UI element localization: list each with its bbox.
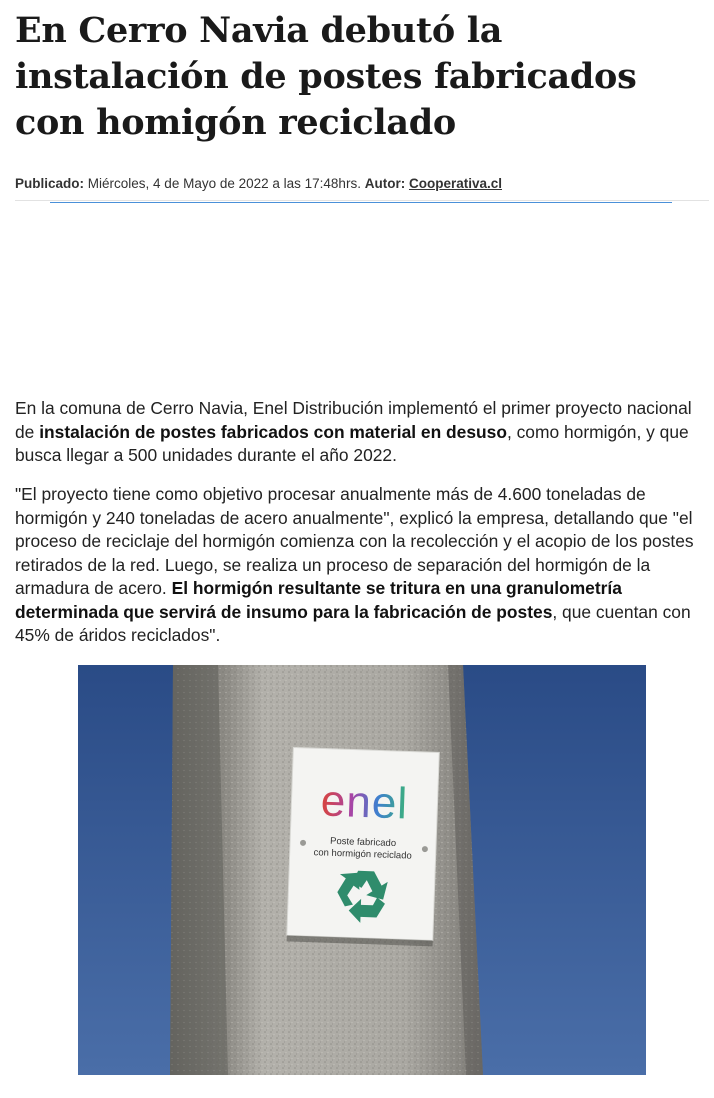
sign-brand: enel [320, 776, 409, 829]
published-date: Miércoles, 4 de Mayo de 2022 a las 17:48hrs. [87, 176, 361, 191]
enel-sign [287, 747, 440, 946]
paragraph-1-bold: instalación de postes fabricados con material en desuso [39, 421, 507, 442]
article-title: En Cerro Navia debutó la instalación de postes fabricados con homigón reciclado [15, 10, 637, 143]
article-paragraph-2 [15, 483, 710, 648]
paragraph-1-text-b: , como hormigón, y que busca llegar a 500 unidades durante el año 2022. [15, 421, 689, 465]
paragraph-1-text-a: En la comuna de Cerro Navia, Enel Distribución implementó el primer proyecto nacional de [15, 398, 692, 442]
byline-divider [15, 200, 709, 201]
published-label: Publicado: [15, 176, 85, 191]
paragraph-2-bold: El hormigón resultante se tritura en una granulometría determinada que servirá de insumo para la fabricación de postes [15, 578, 622, 622]
article-paragraph-1 [15, 397, 710, 468]
author-label: Autor: [364, 176, 406, 191]
sign-line-1: Poste fabricado [329, 835, 397, 850]
ad-slot-border [50, 202, 672, 203]
paragraph-2-text-b: , que cuentan con 45% de áridos reciclados". [15, 601, 691, 645]
byline [15, 176, 502, 191]
author-link[interactable]: Cooperativa.cl [408, 176, 503, 191]
paragraph-2-text-a: "El proyecto tiene como objetivo procesar anualmente más de 4.600 toneladas de hormigón y 240 toneladas de acero anualmente", explicó la empresa, detallando que "el proceso de reciclaje del hormigón comienza con la recolección y el acopio de los postes retirados de la red. Luego, se realiza un proceso de separación del hormigón de la armadura de acero. [15, 484, 694, 598]
article-photo [78, 665, 646, 1075]
sign-line-2: con hormigón reciclado [313, 847, 412, 862]
